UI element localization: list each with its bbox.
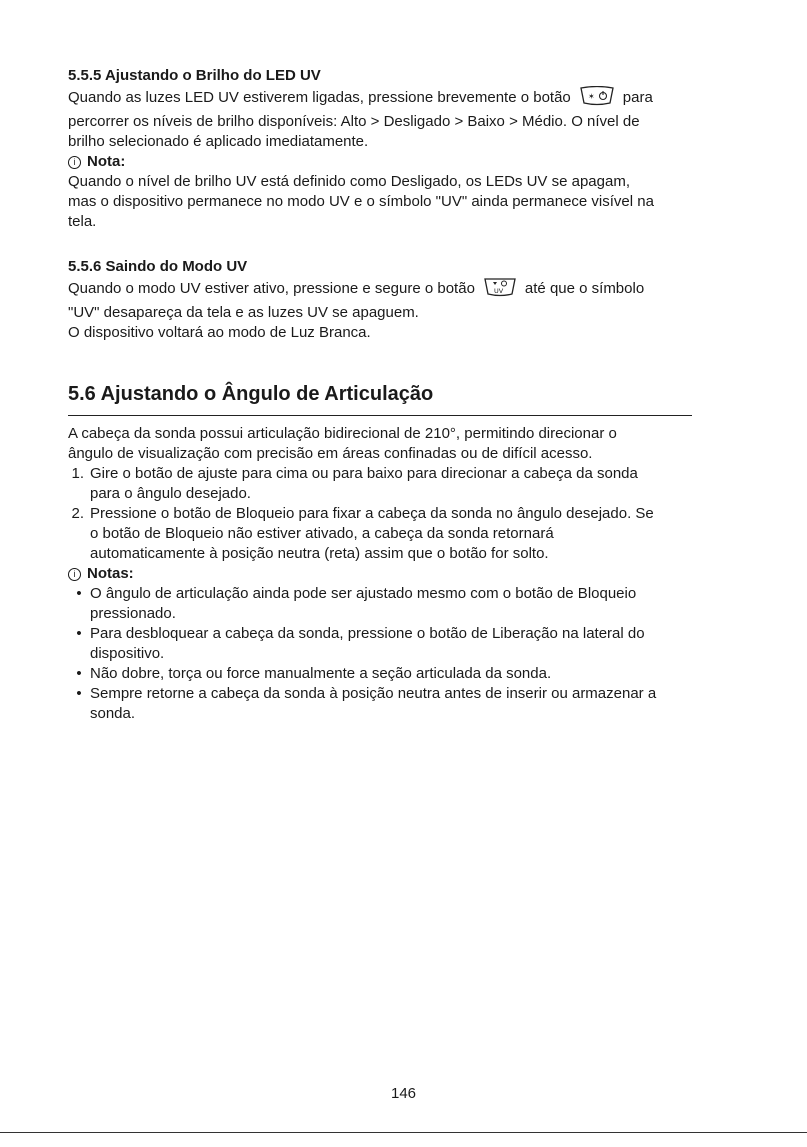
bullet: • xyxy=(76,625,82,642)
bullet-text: Não dobre, torça ou force manualmente a seção articulada da sonda. xyxy=(90,665,552,682)
bullet: • xyxy=(76,585,82,602)
list-item-continuation: pressionado. xyxy=(90,605,176,622)
note-line: mas o dispositivo permanece no modo UV e o símbolo "UV" ainda permanece visível na xyxy=(68,193,654,210)
uv-button-label: UV xyxy=(493,287,504,295)
list-item-continuation: para o ângulo desejado. xyxy=(90,485,251,502)
bullet-text: Sempre retorne a cabeça da sonda à posição neutra antes de inserir ou armazenar a xyxy=(90,685,657,702)
svg-text:✶: ✶ xyxy=(587,92,595,101)
info-circle-icon: i xyxy=(68,156,81,169)
step-text: Gire o botão de ajuste para cima ou para baixo para direcionar a cabeça da sonda xyxy=(90,465,638,482)
step-number: 2. xyxy=(71,505,84,522)
paragraph-line: brilho selecionado é aplicado imediatamente. xyxy=(68,133,369,150)
text-span: Quando as luzes LED UV estiverem ligadas, pressione brevemente o botão xyxy=(68,89,571,106)
step-text: Pressione o botão de Bloqueio para fixar a cabeça da sonda no ângulo desejado. Se xyxy=(90,505,654,522)
list-item xyxy=(71,504,698,524)
section-title-5-6: 5.6 Ajustando o Ângulo de Articulação xyxy=(68,383,434,405)
section-heading-5-5-6: 5.5.6 Saindo do Modo UV xyxy=(68,258,248,275)
bullet-text: O ângulo de articulação ainda pode ser ajustado mesmo com o botão de Bloqueio xyxy=(90,585,637,602)
paragraph-line: "UV" desapareça da tela e as luzes UV se apaguem. xyxy=(68,304,419,321)
list-item-continuation: dispositivo. xyxy=(90,645,165,662)
spacer xyxy=(68,232,698,252)
notes-label-text: Notas: xyxy=(87,565,134,582)
note-label xyxy=(68,152,698,172)
note-line: tela. xyxy=(68,213,97,230)
section-heading-5-5-5: 5.5.5 Ajustando o Brilho do LED UV xyxy=(68,67,321,84)
list-item-continuation: automaticamente à posição neutra (reta) assim que o botão for solto. xyxy=(90,545,549,562)
page-content xyxy=(68,66,698,724)
bullet-text: Para desbloquear a cabeça da sonda, pressione o botão de Liberação na lateral do xyxy=(90,625,645,642)
page-number: 146 xyxy=(390,1085,417,1102)
uv-mode-button-icon xyxy=(483,277,517,303)
list-item xyxy=(71,464,698,484)
brightness-power-button-icon xyxy=(579,86,615,112)
spacer xyxy=(68,343,698,381)
info-circle-icon: i xyxy=(68,568,81,581)
list-item xyxy=(76,664,698,684)
note-label-text: Nota: xyxy=(87,153,126,170)
step-number: 1. xyxy=(71,465,84,482)
list-item xyxy=(76,684,698,704)
list-item xyxy=(76,624,698,644)
list-item-continuation: o botão de Bloqueio não estiver ativado, a cabeça da sonda retornará xyxy=(90,525,554,542)
notes-label xyxy=(68,564,698,584)
text-span: para xyxy=(622,89,653,106)
list-item-continuation: sonda. xyxy=(90,705,136,722)
paragraph-line xyxy=(68,277,698,303)
steps-list xyxy=(68,464,698,564)
notes-list xyxy=(68,584,698,724)
text-span: até que o símbolo xyxy=(524,280,645,297)
page-bottom-rule xyxy=(0,1132,807,1133)
paragraph-line: percorrer os níveis de brilho disponíveis: Alto > Desligado > Baixo > Médio. O nível de xyxy=(68,113,640,130)
paragraph-line: ângulo de visualização com precisão em áreas confinadas ou de difícil acesso. xyxy=(68,445,593,462)
list-item xyxy=(76,584,698,604)
paragraph-line: A cabeça da sonda possui articulação bidirecional de 210°, permitindo direcionar o xyxy=(68,425,617,442)
paragraph-line xyxy=(68,86,698,112)
bullet: • xyxy=(76,685,82,702)
bullet: • xyxy=(76,665,82,682)
text-span: Quando o modo UV estiver ativo, pressione e segure o botão xyxy=(68,280,475,297)
paragraph-line: O dispositivo voltará ao modo de Luz Branca. xyxy=(68,324,371,341)
title-divider xyxy=(68,415,692,416)
note-line: Quando o nível de brilho UV está definido como Desligado, os LEDs UV se apagam, xyxy=(68,173,630,190)
